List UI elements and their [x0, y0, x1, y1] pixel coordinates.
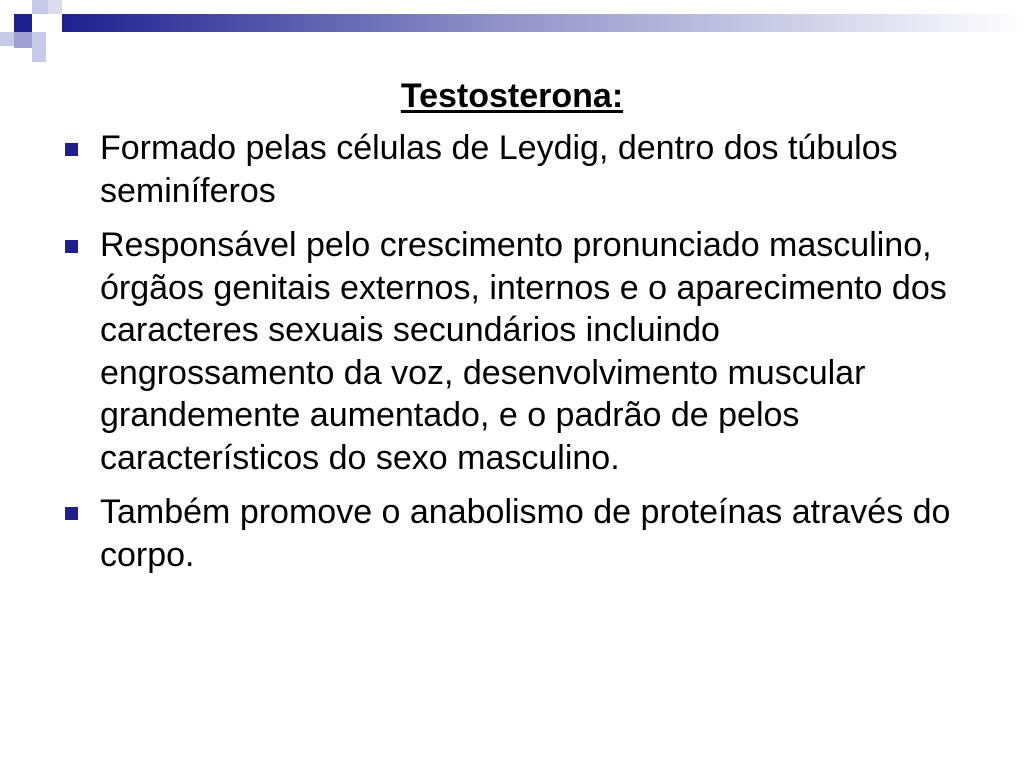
- slide-title-text: Testosterona:: [400, 77, 624, 115]
- list-item: [62, 127, 962, 212]
- deco-square-light: [0, 32, 14, 46]
- list-item-text: Responsável pelo crescimento pronunciado masculino, órgãos genitais externos, internos e o aparecimento dos caracteres sexuais secundários incluindo engrossamento da voz, desenvolvimento muscular grandemente aumentado, e o padrão de pelos característicos do sexo masculino.: [100, 226, 947, 477]
- slide-title: [0, 74, 1024, 118]
- list-item-text: Também promove o anabolismo de proteínas através do corpo.: [100, 493, 951, 574]
- list-item: [62, 224, 962, 479]
- list-item: [62, 491, 962, 576]
- square-bullet-icon: [65, 240, 78, 253]
- deco-square-light: [32, 48, 46, 62]
- deco-square-light: [32, 32, 46, 48]
- deco-square-light: [48, 0, 62, 14]
- list-item-text: Formado pelas células de Leydig, dentro dos túbulos seminíferos: [100, 129, 898, 210]
- deco-square-light: [32, 0, 48, 14]
- bullet-list: [62, 127, 962, 588]
- deco-square-dark: [14, 14, 32, 32]
- header-decoration: [0, 0, 1024, 64]
- deco-square-mid: [14, 32, 32, 48]
- gradient-bar: [62, 14, 1024, 32]
- square-bullet-icon: [65, 143, 78, 156]
- square-bullet-icon: [65, 507, 78, 520]
